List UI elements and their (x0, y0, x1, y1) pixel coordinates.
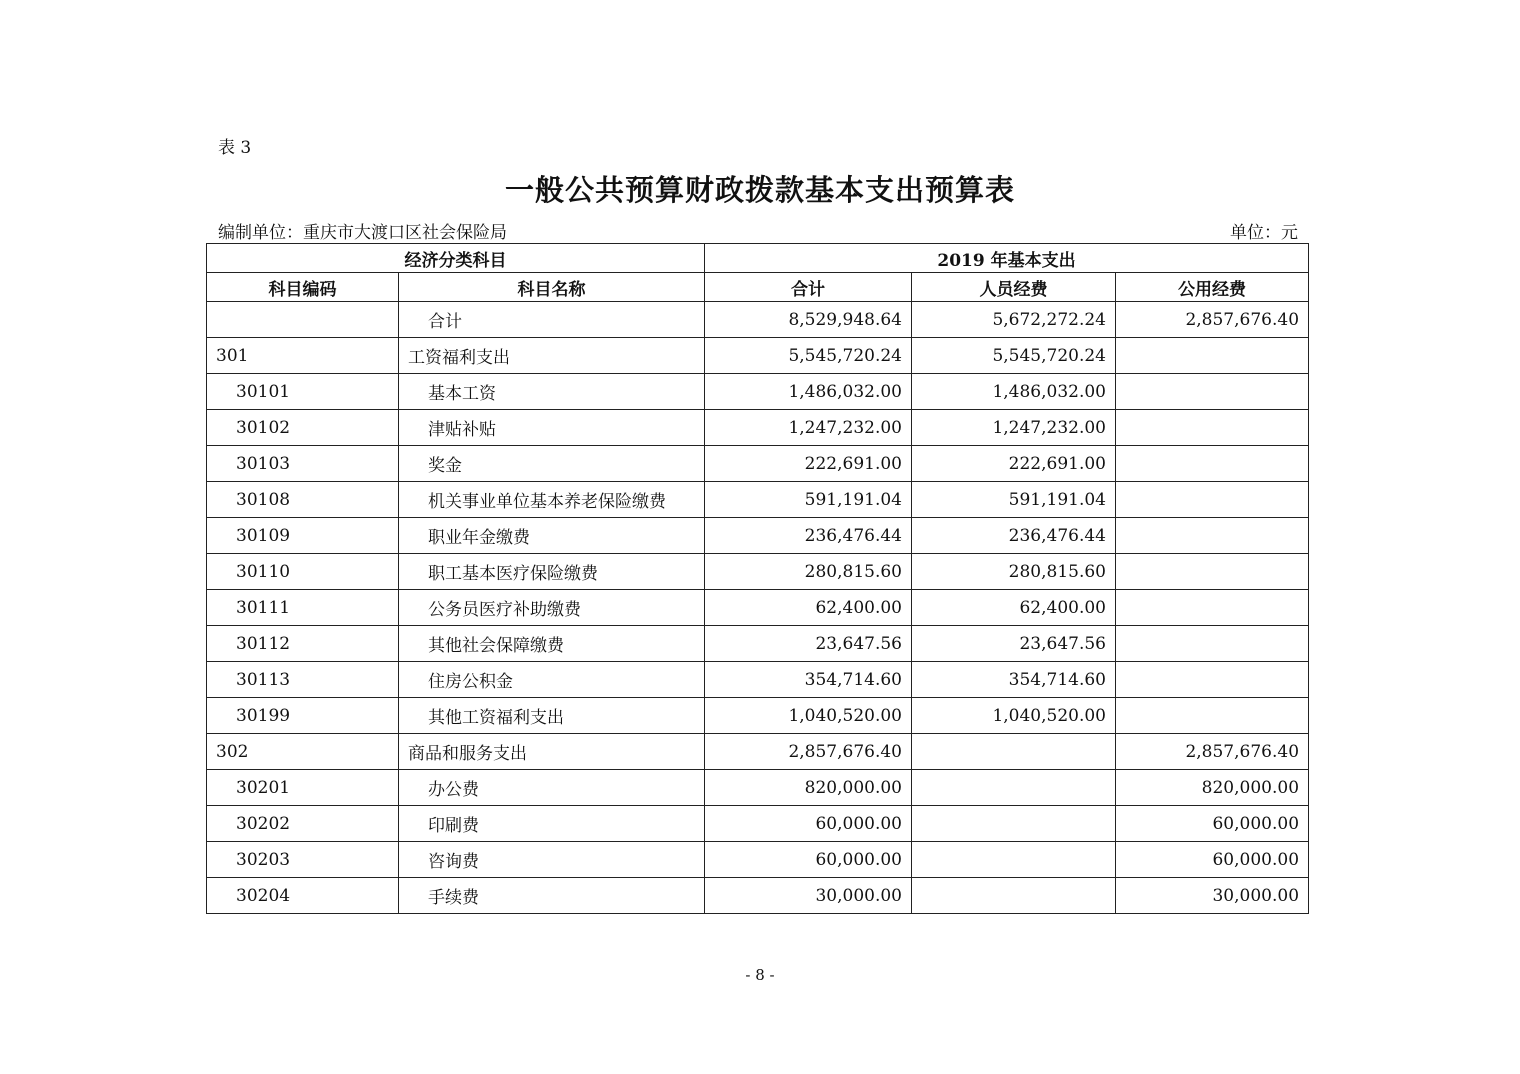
cell-public (1116, 482, 1309, 518)
group-header-basic-expenditure: 2019 年基本支出 (705, 244, 1309, 273)
cell-public: 60,000.00 (1116, 806, 1309, 842)
cell-code: 30102 (207, 410, 399, 446)
cell-total: 8,529,948.64 (705, 302, 912, 338)
group-header-row (207, 244, 1309, 273)
cell-total: 2,857,676.40 (705, 734, 912, 770)
column-header-public: 公用经费 (1116, 273, 1309, 302)
cell-code: 30204 (207, 878, 399, 914)
cell-code: 30202 (207, 806, 399, 842)
cell-name: 其他工资福利支出 (399, 698, 705, 734)
cell-code: 30109 (207, 518, 399, 554)
table-row (207, 410, 1309, 446)
cell-name: 职业年金缴费 (399, 518, 705, 554)
cell-personnel: 5,672,272.24 (912, 302, 1116, 338)
cell-total: 1,247,232.00 (705, 410, 912, 446)
cell-total: 236,476.44 (705, 518, 912, 554)
table-label: 表 3 (218, 138, 252, 158)
cell-code: 30110 (207, 554, 399, 590)
cell-name: 其他社会保障缴费 (399, 626, 705, 662)
cell-code: 30103 (207, 446, 399, 482)
cell-name: 印刷费 (399, 806, 705, 842)
cell-personnel: 62,400.00 (912, 590, 1116, 626)
cell-personnel: 236,476.44 (912, 518, 1116, 554)
cell-public: 30,000.00 (1116, 878, 1309, 914)
cell-name: 合计 (399, 302, 705, 338)
cell-personnel: 1,486,032.00 (912, 374, 1116, 410)
cell-total: 5,545,720.24 (705, 338, 912, 374)
cell-public: 2,857,676.40 (1116, 734, 1309, 770)
cell-public (1116, 554, 1309, 590)
table-row (207, 446, 1309, 482)
cell-code: 30108 (207, 482, 399, 518)
cell-personnel: 1,040,520.00 (912, 698, 1116, 734)
cell-personnel: 5,545,720.24 (912, 338, 1116, 374)
column-header-code: 科目编码 (207, 273, 399, 302)
cell-personnel: 222,691.00 (912, 446, 1116, 482)
page-title: 一般公共预算财政拨款基本支出预算表 (504, 173, 1015, 207)
cell-public (1116, 338, 1309, 374)
table-row (207, 374, 1309, 410)
table-row (207, 662, 1309, 698)
cell-public (1116, 446, 1309, 482)
table-body (207, 302, 1309, 914)
page-number: - 8 - (745, 966, 775, 984)
cell-personnel (912, 878, 1116, 914)
cell-personnel: 280,815.60 (912, 554, 1116, 590)
cell-total: 1,040,520.00 (705, 698, 912, 734)
table-row (207, 302, 1309, 338)
cell-name: 奖金 (399, 446, 705, 482)
cell-personnel: 591,191.04 (912, 482, 1116, 518)
cell-code: 302 (207, 734, 399, 770)
cell-code: 30113 (207, 662, 399, 698)
cell-personnel: 354,714.60 (912, 662, 1116, 698)
cell-code: 30111 (207, 590, 399, 626)
table-row (207, 842, 1309, 878)
cell-total: 23,647.56 (705, 626, 912, 662)
cell-code: 301 (207, 338, 399, 374)
table-row (207, 590, 1309, 626)
cell-code: 30199 (207, 698, 399, 734)
table-row (207, 770, 1309, 806)
cell-personnel: 23,647.56 (912, 626, 1116, 662)
cell-name: 基本工资 (399, 374, 705, 410)
table-row (207, 806, 1309, 842)
cell-total: 591,191.04 (705, 482, 912, 518)
cell-personnel (912, 770, 1116, 806)
cell-name: 公务员医疗补助缴费 (399, 590, 705, 626)
cell-code: 30112 (207, 626, 399, 662)
cell-code: 30203 (207, 842, 399, 878)
cell-name: 工资福利支出 (399, 338, 705, 374)
cell-personnel (912, 806, 1116, 842)
cell-name: 机关事业单位基本养老保险缴费 (399, 482, 705, 518)
cell-public: 820,000.00 (1116, 770, 1309, 806)
column-header-row (207, 273, 1309, 302)
budget-table (206, 243, 1309, 914)
cell-code (207, 302, 399, 338)
column-header-personnel: 人员经费 (912, 273, 1116, 302)
cell-total: 1,486,032.00 (705, 374, 912, 410)
cell-name: 咨询费 (399, 842, 705, 878)
table-row (207, 698, 1309, 734)
cell-public: 60,000.00 (1116, 842, 1309, 878)
cell-public (1116, 410, 1309, 446)
compiling-unit: 编制单位：重庆市大渡口区社会保险局 (218, 223, 507, 243)
cell-personnel (912, 734, 1116, 770)
cell-public (1116, 662, 1309, 698)
table-row (207, 734, 1309, 770)
cell-code: 30201 (207, 770, 399, 806)
cell-total: 30,000.00 (705, 878, 912, 914)
column-header-name: 科目名称 (399, 273, 705, 302)
cell-public (1116, 518, 1309, 554)
cell-personnel (912, 842, 1116, 878)
cell-public (1116, 590, 1309, 626)
table-row (207, 482, 1309, 518)
cell-name: 商品和服务支出 (399, 734, 705, 770)
table-row (207, 626, 1309, 662)
currency-unit: 单位：元 (1230, 223, 1298, 243)
column-header-total: 合计 (705, 273, 912, 302)
cell-total: 62,400.00 (705, 590, 912, 626)
cell-name: 住房公积金 (399, 662, 705, 698)
cell-public: 2,857,676.40 (1116, 302, 1309, 338)
cell-public (1116, 698, 1309, 734)
table-row (207, 878, 1309, 914)
group-header-economic-class: 经济分类科目 (207, 244, 705, 273)
table-row (207, 518, 1309, 554)
cell-name: 手续费 (399, 878, 705, 914)
cell-name: 津贴补贴 (399, 410, 705, 446)
cell-name: 职工基本医疗保险缴费 (399, 554, 705, 590)
cell-public (1116, 626, 1309, 662)
cell-total: 280,815.60 (705, 554, 912, 590)
cell-total: 60,000.00 (705, 842, 912, 878)
cell-code: 30101 (207, 374, 399, 410)
cell-total: 820,000.00 (705, 770, 912, 806)
cell-total: 222,691.00 (705, 446, 912, 482)
cell-total: 354,714.60 (705, 662, 912, 698)
cell-total: 60,000.00 (705, 806, 912, 842)
cell-public (1116, 374, 1309, 410)
table-row (207, 338, 1309, 374)
table-row (207, 554, 1309, 590)
cell-name: 办公费 (399, 770, 705, 806)
cell-personnel: 1,247,232.00 (912, 410, 1116, 446)
